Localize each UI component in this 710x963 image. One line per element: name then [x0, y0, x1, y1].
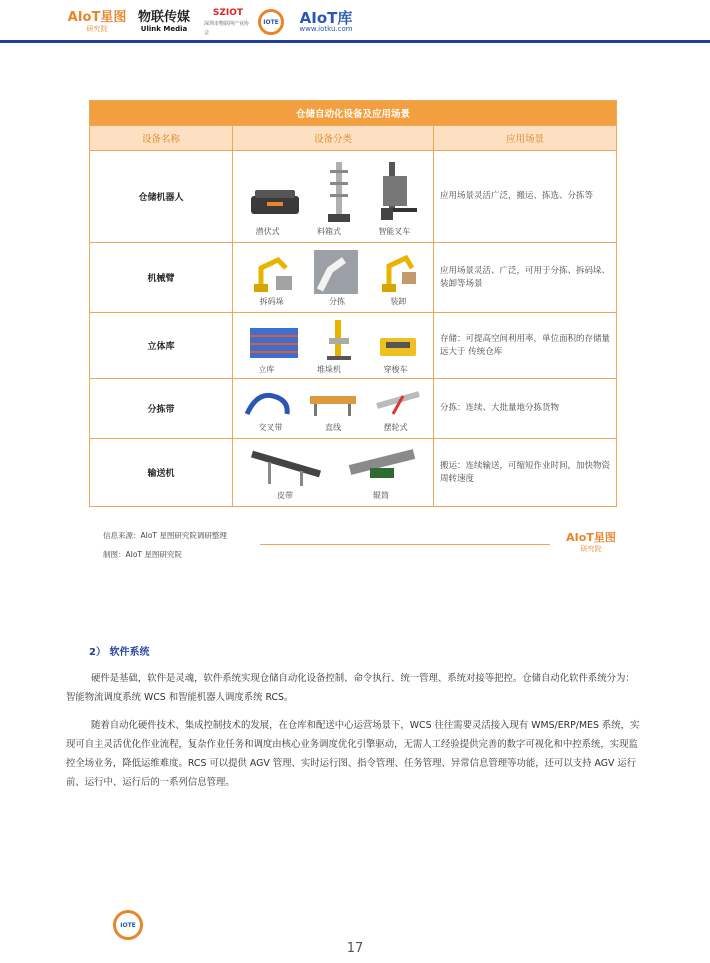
application-scene: 分拣：连续、大批量地分拣货物 [434, 379, 617, 439]
aiot-xingtu-logo: AIoT星图 研究院 [67, 9, 127, 33]
caption: 装卸 [390, 296, 407, 306]
caption: 拆码垛 [259, 296, 284, 306]
equipment-images [233, 243, 434, 313]
stacker-crane-image [321, 318, 357, 362]
table-row [90, 379, 617, 439]
application-scene: 搬运：连续输送，可缩短作业时间，加快物资周转速度 [434, 439, 617, 507]
bin-robot-image [324, 160, 354, 224]
aiot-xingtu-logo-small: AIoT星图 研究院 [566, 531, 616, 553]
iote-footer-logo: IOTE [113, 910, 143, 940]
ulink-media-logo: 物联传媒 Ulink Media [137, 9, 190, 33]
palletizing-arm-image [246, 250, 296, 294]
caption: 潜伏式 [255, 226, 280, 236]
linear-sorter-image [306, 386, 360, 420]
table-row [90, 439, 617, 507]
latent-agv-image [247, 176, 303, 224]
shuttle-car-image [376, 326, 420, 362]
caption: 交叉带 [258, 422, 283, 432]
caption: 料箱式 [316, 226, 341, 236]
paragraph: 硬件是基础，软件是灵魂，软件系统实现仓储自动化设备控制、命令执行、统一管理、系统对接等把控。仓储自动化软件系统分为：智能物流调度系统 WCS 和智能机器人调度系统 RCS。 [66, 673, 635, 703]
page-header [0, 0, 710, 44]
caption: 辊筒 [373, 490, 389, 500]
table-title: 仓储自动化设备及应用场景 [90, 101, 617, 126]
table-header-row [90, 126, 617, 151]
caption: 立库 [258, 364, 275, 374]
header-equipment-name: 设备名称 [90, 126, 233, 151]
equipment-name: 仓储机器人 [90, 151, 233, 243]
caption: 摆轮式 [383, 422, 408, 432]
caption: 智能叉车 [378, 226, 411, 236]
application-scene: 存储：可提高空间利用率，单位面积的存储量远大于 传统仓库 [434, 313, 617, 379]
application-scene: 应用场景灵活、广泛，可用于分拣、拆码垛、装卸等场景 [434, 243, 617, 313]
equipment-name: 立体库 [90, 313, 233, 379]
caption: 直线 [324, 422, 341, 432]
sorting-arm-image [314, 250, 358, 294]
header-divider [0, 40, 710, 43]
sziot-logo: SZIOT 深圳市物联网产业协会 [204, 8, 250, 36]
smart-forklift-image [375, 158, 419, 224]
equipment-name: 分拣带 [90, 379, 233, 439]
cross-belt-sorter-image [243, 386, 293, 420]
aiotku-logo: AIoT库 www.iotku.com [299, 8, 353, 33]
table-row [90, 151, 617, 243]
equipment-images [233, 313, 434, 379]
table-row [90, 313, 617, 379]
stereo-warehouse-image [246, 320, 302, 362]
caption: 皮带 [277, 490, 293, 500]
loading-arm-image [376, 250, 420, 294]
paragraph: 随着自动化硬件技术、集成控制技术的发展，在仓库和配送中心运营场景下，WCS 往往需要灵活接入现有 WMS/ERP/MES 系统，实现可自主灵活优化作业流程，复杂作业任务和调度由核心业务调度优化引擎驱动，无需人工经验提供完善的数字可视化和中控系统，实现监控全场业务，降低运维难度。RCS 可以提供 AGV 管理、实时运行图、指令管理、任务管理、异常信息管理等功能，还可以支持 AGV 运行前、运行中、运行后的一系列信息管理。 [66, 720, 640, 788]
caption: 穿梭车 [383, 364, 408, 374]
equipment-name: 输送机 [90, 439, 233, 507]
application-scene: 应用场景灵活广泛，搬运、拣选、分拣等 [434, 151, 617, 243]
caption: 分拣 [328, 296, 345, 306]
section-title: 2） 软件系统 [89, 647, 150, 658]
equipment-name: 机械臂 [90, 243, 233, 313]
equipment-images [233, 379, 434, 439]
table-row [90, 243, 617, 313]
info-source: 信息来源：AIoT 星图研究院调研整理 [103, 531, 227, 540]
equipment-table [89, 100, 617, 507]
page-number: 17 [346, 941, 364, 956]
header-equipment-category: 设备分类 [233, 126, 434, 151]
iote-logo: IOTE [256, 8, 286, 36]
header-application-scene: 应用场景 [434, 126, 617, 151]
roller-conveyor-image [346, 446, 418, 488]
equipment-images [233, 151, 434, 243]
caption: 堆垛机 [316, 364, 341, 374]
chart-maker: 制图：AIoT 星图研究院 [103, 550, 182, 559]
belt-conveyor-image [248, 446, 324, 488]
equipment-images [233, 439, 434, 507]
source-divider [260, 544, 550, 545]
swing-wheel-sorter-image [373, 386, 423, 420]
